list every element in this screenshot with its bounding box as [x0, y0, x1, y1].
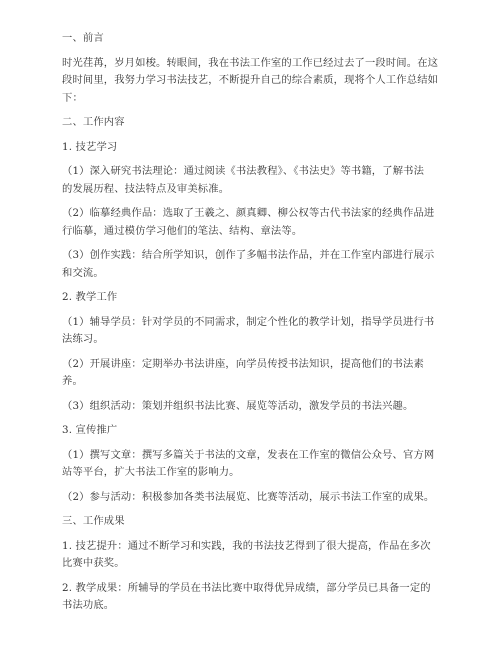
item-lectures: （2）开展讲座：定期举办书法讲座，向学员传授书法知识，提高他们的书法素养。 [62, 357, 424, 387]
subheading-teaching: 2. 教学工作 [62, 291, 118, 303]
item-articles: （1）撰写文章：撰写多篇关于书法的文章，发表在工作室的微信公众号、官方网 站等平台，扩大书法工作室的影响力。 [62, 448, 435, 478]
heading-1: 一、前言 [62, 32, 104, 44]
result-skill: 1. 技艺提升：通过不断学习和实践，我的书法技艺得到了很大提高，作品在多次 比赛中获奖。 [62, 539, 431, 569]
intro-paragraph: 时光荏苒，岁月如梭。转眼间，我在书法工作室的工作已经过去了一段时间。在这 段时间里，我努力学习书法技艺，不断提升自己的综合素质，现将个人工作总结如 下： [62, 56, 439, 104]
result-teaching: 2. 教学成果：所辅导的学员在书法比赛中取得优异成绩，部分学员已具备一定的 书法功底。 [62, 581, 431, 611]
item-copy-works: （2）临摹经典作品：选取了王羲之、颜真卿、柳公权等古代书法家的经典作品进 行临摹，通过模仿学习他们的笔法、结构、章法等。 [62, 207, 435, 237]
subheading-promotion: 3. 宣传推广 [62, 424, 118, 436]
item-tutoring: （1）辅导学员：针对学员的不同需求，制定个性化的教学计划，指导学员进行书 法练习。 [62, 315, 435, 345]
document-page [62, 30, 442, 622]
heading-3: 三、工作成果 [62, 515, 125, 527]
item-activities: （3）组织活动：策划并组织书法比赛、展览等活动，激发学员的书法兴趣。 [62, 399, 414, 412]
item-creative-practice: （3）创作实践：结合所学知识，创作了多幅书法作品，并在工作室内部进行展示 和交流。 [62, 249, 435, 279]
heading-2: 二、工作内容 [62, 116, 125, 128]
item-exhibitions: （2）参与活动：积极参加各类书法展览、比赛等活动，展示书法工作室的成果。 [62, 490, 435, 503]
subheading-skill-study: 1. 技艺学习 [62, 140, 118, 153]
item-research-theory: （1）深入研究书法理论：通过阅读《书法教程》、《书法史》等书籍，了解书法 的发展历程、技法特点及审美标准。 [62, 165, 425, 195]
